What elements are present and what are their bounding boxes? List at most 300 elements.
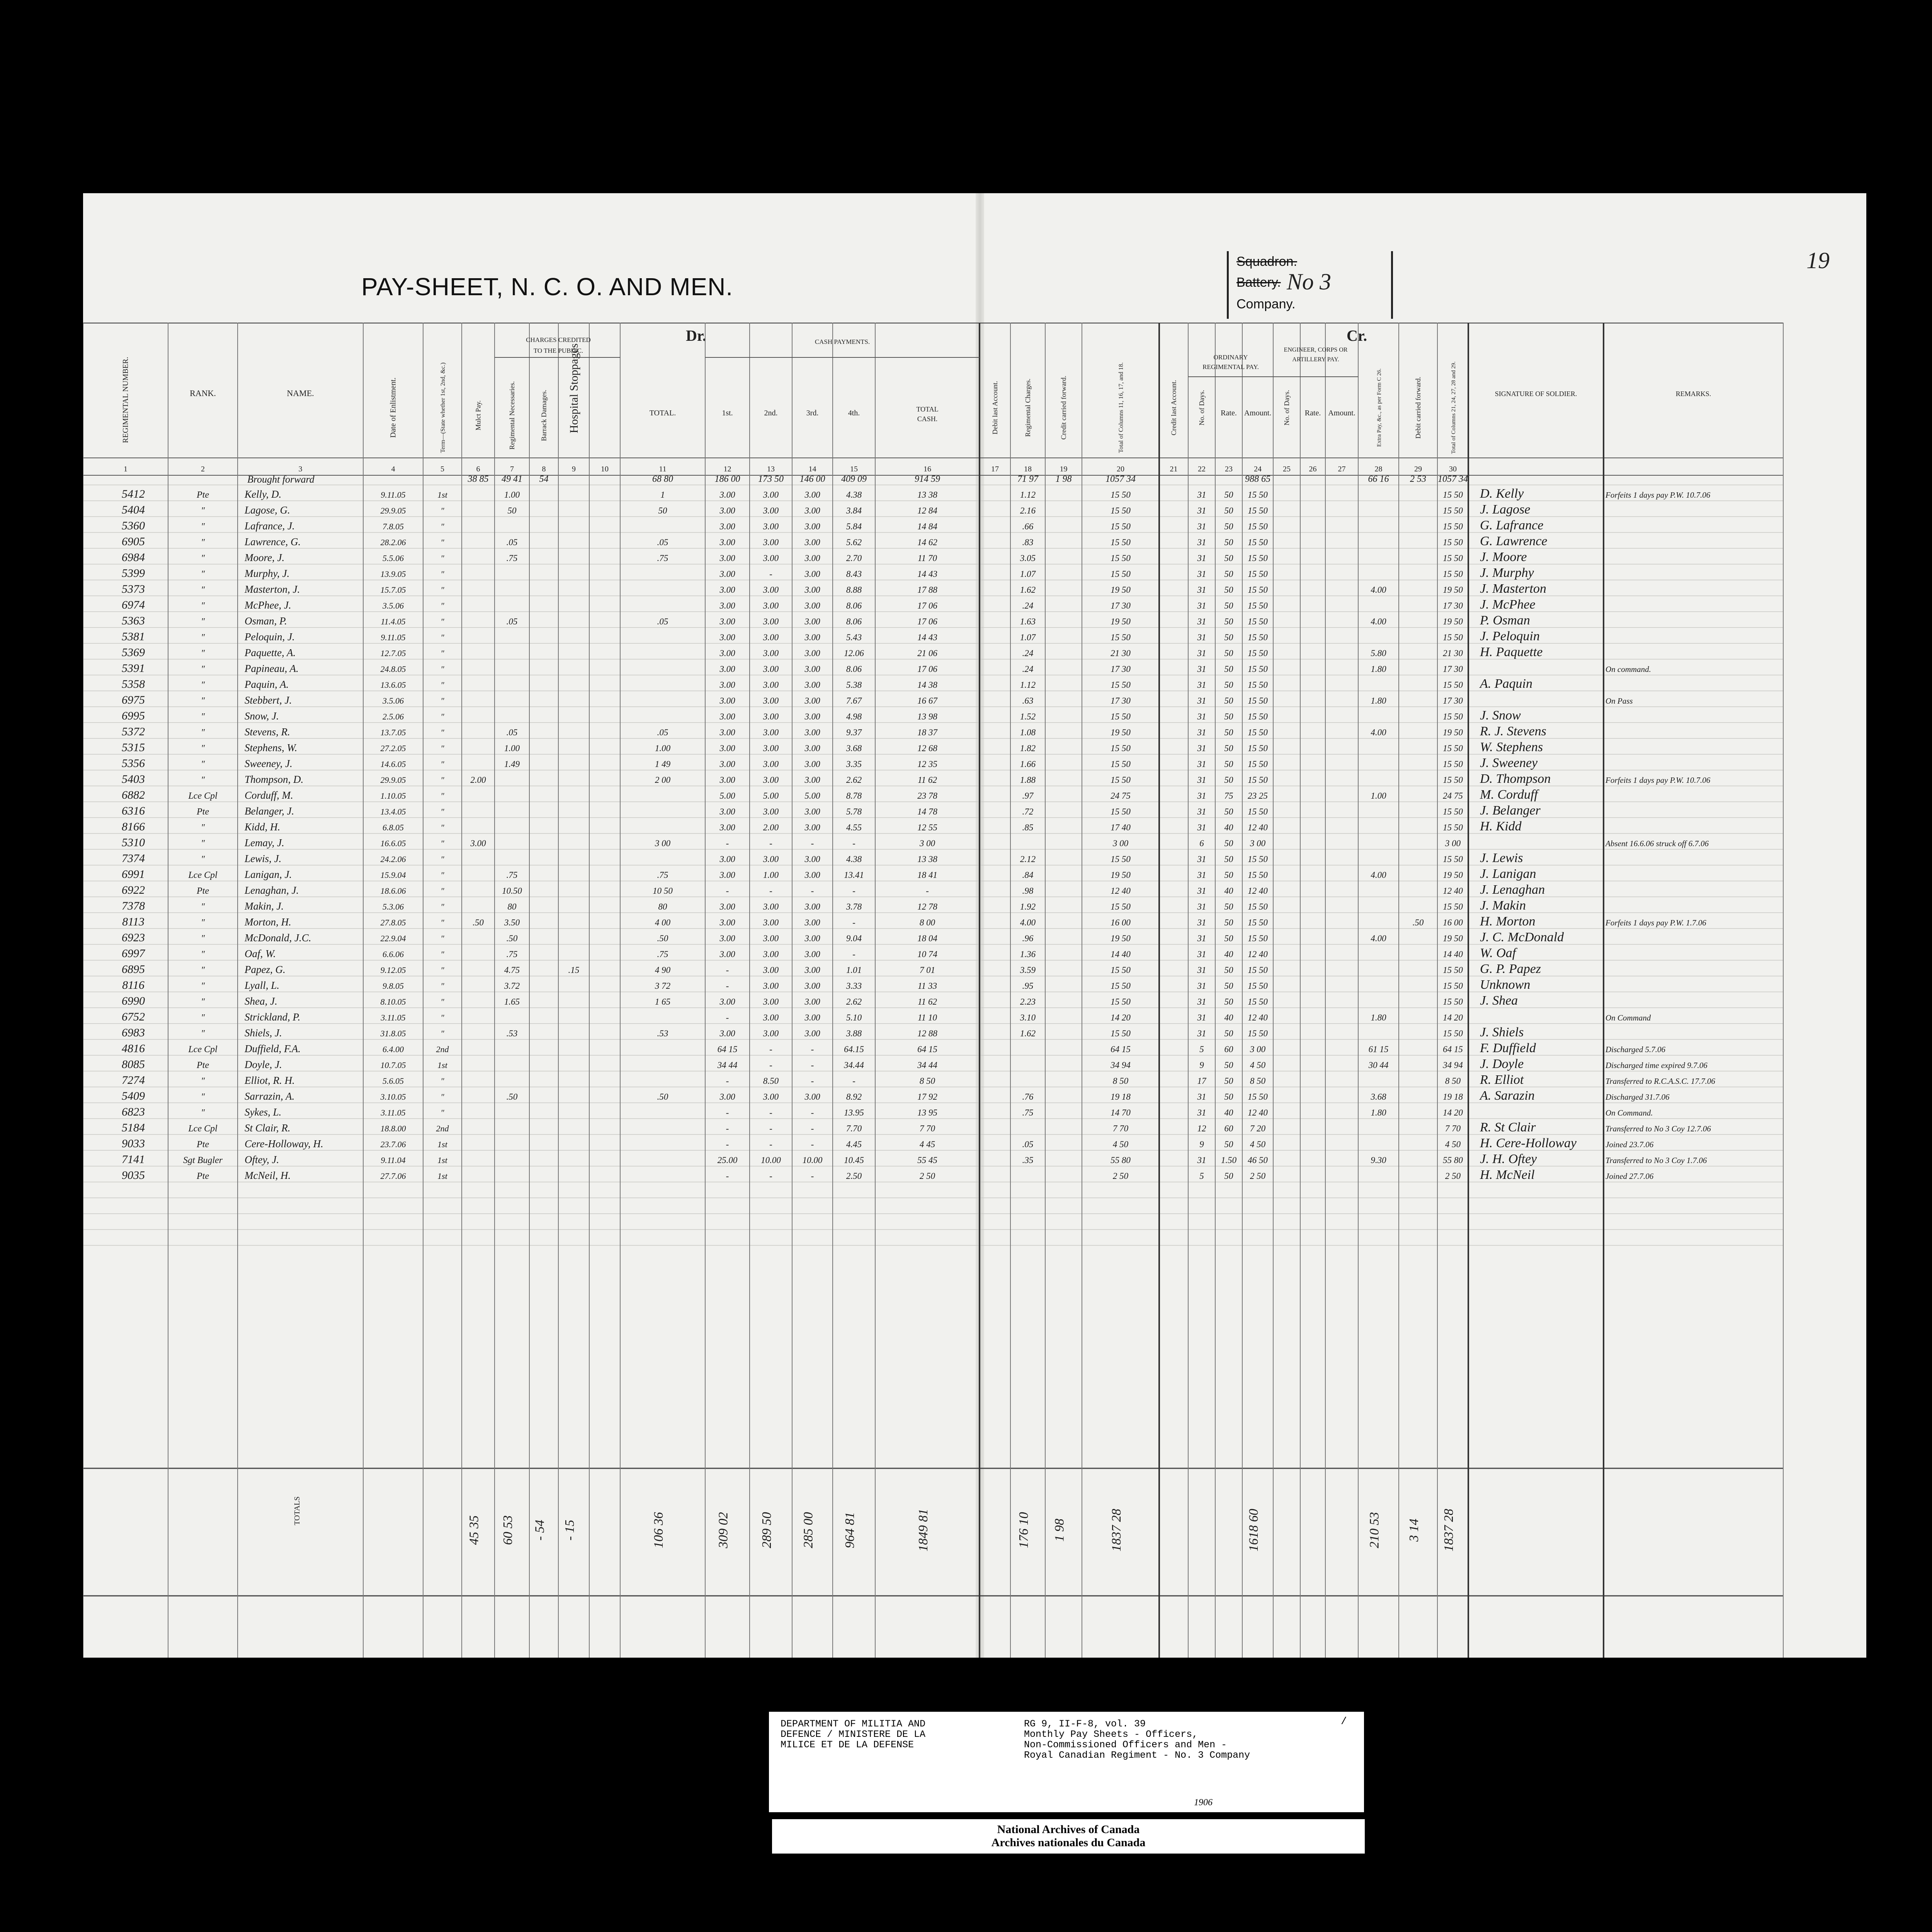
cell-c30: 15 50 bbox=[1443, 680, 1463, 690]
cell-c13: 3.00 bbox=[763, 537, 779, 547]
soldier-name: Kidd, H. bbox=[245, 821, 281, 833]
cell-c18: 2.23 bbox=[1020, 997, 1036, 1007]
cell-c7: 3.50 bbox=[504, 918, 520, 927]
cell-c13: - bbox=[769, 1060, 772, 1070]
cell-c13: 3.00 bbox=[763, 712, 779, 721]
cell-c22: 31 bbox=[1197, 807, 1206, 816]
cell-c23: 75 bbox=[1224, 791, 1233, 801]
cell-c12: 3.00 bbox=[719, 823, 735, 832]
cell-c24: 15 50 bbox=[1248, 807, 1268, 816]
cell-c22: 31 bbox=[1197, 569, 1206, 579]
cell-c30: 19 50 bbox=[1443, 728, 1463, 737]
remark: On Pass bbox=[1605, 696, 1633, 706]
soldier-name: Lewis, J. bbox=[245, 853, 282, 864]
cell-c12: 25.00 bbox=[717, 1155, 738, 1165]
pay-sheet-page bbox=[83, 193, 1866, 1658]
term: 1st bbox=[437, 1060, 447, 1070]
archive-dept-line: DEPARTMENT OF MILITIA AND bbox=[781, 1718, 926, 1730]
rank: ″ bbox=[201, 617, 205, 627]
cell-c18: 4.00 bbox=[1020, 918, 1036, 927]
term: ″ bbox=[440, 1076, 444, 1086]
cell-c15: 2.62 bbox=[846, 997, 862, 1007]
cell-c24: 15 50 bbox=[1248, 569, 1268, 579]
national-archives-stamp bbox=[771, 1818, 1366, 1855]
cell-c16: 18 41 bbox=[917, 870, 937, 880]
enlistment-date: 9.11.04 bbox=[381, 1155, 406, 1165]
cell-c22: 31 bbox=[1197, 759, 1206, 769]
regimental-number: 6974 bbox=[122, 599, 145, 611]
brought-forward-c8: 54 bbox=[539, 474, 549, 484]
cell-c13: 2.00 bbox=[763, 823, 779, 832]
term: ″ bbox=[440, 854, 444, 864]
brought-forward-c20: 1057 34 bbox=[1105, 474, 1136, 484]
cell-c12: 5.00 bbox=[719, 791, 735, 801]
cell-c23: 40 bbox=[1224, 1013, 1233, 1022]
cell-c24: 3 00 bbox=[1250, 1044, 1266, 1054]
cell-c23: 50 bbox=[1224, 617, 1233, 626]
cell-c23: 50 bbox=[1224, 696, 1233, 706]
enlistment-date: 6.6.06 bbox=[383, 949, 404, 959]
cell-c23: 40 bbox=[1224, 1108, 1233, 1117]
regimental-number: 6882 bbox=[122, 789, 145, 801]
cell-c30: 19 18 bbox=[1443, 1092, 1463, 1102]
cell-c23: 50 bbox=[1224, 902, 1233, 912]
rank: ″ bbox=[201, 997, 205, 1007]
regimental-number: 8113 bbox=[122, 915, 145, 928]
soldier-name: Paquette, A. bbox=[245, 647, 296, 658]
regimental-number: 5369 bbox=[122, 646, 145, 659]
term: ″ bbox=[440, 506, 444, 515]
total-c18: 176 10 bbox=[1017, 1512, 1031, 1548]
cell-c28: 1.80 bbox=[1371, 1013, 1386, 1022]
header-c12: 1st. bbox=[722, 409, 733, 417]
cell-c14: 3.00 bbox=[804, 1013, 820, 1022]
cell-c18: .35 bbox=[1022, 1155, 1034, 1165]
cell-c30: 14 20 bbox=[1443, 1013, 1463, 1022]
archive-tick: / bbox=[1341, 1716, 1347, 1727]
cell-c11: 1.00 bbox=[655, 743, 671, 753]
column-number: 8 bbox=[542, 465, 546, 473]
remark: Discharged 5.7.06 bbox=[1605, 1045, 1665, 1054]
cell-c16: 11 10 bbox=[917, 1013, 937, 1022]
column-number: 1 bbox=[124, 465, 128, 473]
cash-group-label: CASH PAYMENTS. bbox=[815, 338, 870, 345]
cell-c24: 15 50 bbox=[1248, 870, 1268, 880]
cell-c16: 11 62 bbox=[917, 775, 937, 785]
regimental-number: 8085 bbox=[122, 1058, 145, 1071]
cell-c30: 15 50 bbox=[1443, 902, 1463, 912]
enlistment-date: 3.10.05 bbox=[380, 1092, 406, 1102]
cell-c7: .75 bbox=[506, 949, 518, 959]
cell-c14: - bbox=[811, 1060, 814, 1070]
enlistment-date: 9.11.05 bbox=[381, 490, 406, 500]
cell-c28: 1.80 bbox=[1371, 1108, 1386, 1117]
enlistment-date: 15.9.04 bbox=[380, 870, 406, 880]
rank: Lce Cpl bbox=[188, 1124, 218, 1134]
cell-c14: 3.00 bbox=[804, 617, 820, 626]
cell-c12: 3.00 bbox=[719, 553, 735, 563]
header-c26: Rate. bbox=[1304, 409, 1321, 417]
column-number: 27 bbox=[1338, 465, 1346, 473]
cell-c20: 15 50 bbox=[1111, 902, 1131, 912]
enlistment-date: 16.6.05 bbox=[380, 838, 406, 848]
term: ″ bbox=[440, 522, 444, 531]
cell-c28: 4.00 bbox=[1371, 870, 1386, 880]
cell-c12: - bbox=[726, 1013, 729, 1022]
cell-c18: 1.88 bbox=[1020, 775, 1036, 785]
cell-c18: 1.07 bbox=[1020, 569, 1036, 579]
cell-c16: 13 98 bbox=[917, 712, 937, 721]
cell-c22: 31 bbox=[1197, 997, 1206, 1007]
soldier-name: Peloquin, J. bbox=[245, 631, 295, 643]
cell-c22: 31 bbox=[1197, 633, 1206, 642]
rank: Lce Cpl bbox=[188, 791, 218, 801]
cell-c13: 3.00 bbox=[763, 585, 779, 595]
soldier-name: Snow, J. bbox=[245, 710, 279, 722]
cell-c11: 4 90 bbox=[655, 965, 671, 975]
cell-c18: 1.66 bbox=[1020, 759, 1036, 769]
cell-c13: 3.00 bbox=[763, 918, 779, 927]
regimental-number: 6316 bbox=[122, 804, 145, 817]
brought-forward-c12: 186 00 bbox=[714, 474, 740, 484]
header-c2: RANK. bbox=[190, 388, 216, 398]
term: ″ bbox=[440, 1108, 444, 1117]
cell-c18: 1.12 bbox=[1020, 490, 1036, 500]
cell-c30: 15 50 bbox=[1443, 807, 1463, 816]
cell-c18: .24 bbox=[1022, 648, 1034, 658]
cell-c20: 15 50 bbox=[1111, 743, 1131, 753]
soldier-signature: J. Masterton bbox=[1480, 582, 1546, 596]
soldier-signature: J. Snow bbox=[1480, 708, 1521, 723]
cell-c18: 1.12 bbox=[1020, 680, 1036, 690]
cell-c13: 3.00 bbox=[763, 934, 779, 943]
cell-c24: 12 40 bbox=[1248, 1013, 1268, 1022]
term: ″ bbox=[440, 870, 444, 880]
rank: ″ bbox=[201, 553, 205, 563]
cell-c13: 3.00 bbox=[763, 664, 779, 674]
cell-c23: 50 bbox=[1224, 965, 1233, 975]
ordinary-group-label-b: REGIMENTAL PAY. bbox=[1202, 363, 1259, 371]
cell-c28: 5.80 bbox=[1371, 648, 1386, 658]
enlistment-date: 9.12.05 bbox=[380, 965, 406, 975]
term: 1st bbox=[437, 1139, 447, 1149]
enlistment-date: 3.5.06 bbox=[383, 696, 404, 706]
remark: Transferred to R.C.A.S.C. 17.7.06 bbox=[1605, 1077, 1715, 1086]
header-c21: Credit last Account. bbox=[1170, 380, 1178, 435]
column-number: 15 bbox=[850, 465, 858, 473]
cell-c11: 1 65 bbox=[655, 997, 671, 1007]
remark: On Command bbox=[1605, 1013, 1651, 1022]
cell-c14: 10.00 bbox=[802, 1155, 823, 1165]
term: ″ bbox=[440, 807, 444, 816]
cell-c12: - bbox=[726, 1171, 729, 1181]
regimental-number: 5363 bbox=[122, 614, 145, 627]
soldier-name: Moore, J. bbox=[245, 552, 285, 563]
cell-c13: 3.00 bbox=[763, 965, 779, 975]
cell-c23: 50 bbox=[1224, 1060, 1233, 1070]
cell-c14: 3.00 bbox=[804, 490, 820, 500]
cell-c24: 15 50 bbox=[1248, 743, 1268, 753]
cell-c22: 31 bbox=[1197, 506, 1206, 515]
regimental-number: 6895 bbox=[122, 963, 145, 976]
cell-c13: 3.00 bbox=[763, 743, 779, 753]
enlistment-date: 8.10.05 bbox=[380, 997, 406, 1007]
cell-c14: 3.00 bbox=[804, 506, 820, 515]
cell-c20: 21 30 bbox=[1111, 648, 1131, 658]
cell-c24: 23 25 bbox=[1248, 791, 1268, 801]
regimental-number: 7374 bbox=[122, 852, 145, 865]
header-c32: REMARKS. bbox=[1675, 390, 1711, 398]
cell-c20: 64 15 bbox=[1111, 1044, 1131, 1054]
cell-c15: 4.38 bbox=[846, 854, 862, 864]
cell-c16: 34 44 bbox=[917, 1060, 937, 1070]
cell-c22: 31 bbox=[1197, 601, 1206, 611]
soldier-signature: J. Makin bbox=[1480, 898, 1526, 913]
cell-c24: 15 50 bbox=[1248, 902, 1268, 912]
cell-c13: 3.00 bbox=[763, 775, 779, 785]
cell-c18: .96 bbox=[1022, 934, 1034, 943]
cell-c20: 19 50 bbox=[1111, 728, 1131, 737]
cell-c30: 15 50 bbox=[1443, 569, 1463, 579]
cell-c14: 3.00 bbox=[804, 854, 820, 864]
cell-c30: 15 50 bbox=[1443, 743, 1463, 753]
cell-c23: 50 bbox=[1224, 553, 1233, 563]
soldier-name: Doyle, J. bbox=[245, 1059, 282, 1070]
cell-c24: 15 50 bbox=[1248, 601, 1268, 611]
term: ″ bbox=[440, 934, 444, 943]
cell-c16: - bbox=[926, 886, 929, 896]
cell-c15: 8.06 bbox=[846, 664, 862, 674]
cell-c18: 1.08 bbox=[1020, 728, 1036, 737]
rank: ″ bbox=[201, 759, 205, 769]
cell-c16: 7 01 bbox=[919, 965, 935, 975]
column-number: 10 bbox=[601, 465, 609, 473]
remark: Discharged time expired 9.7.06 bbox=[1605, 1061, 1708, 1070]
regimental-number: 6975 bbox=[122, 694, 145, 706]
soldier-name: Papineau, A. bbox=[245, 663, 299, 674]
cell-c15: 3.35 bbox=[846, 759, 862, 769]
cell-c18: .84 bbox=[1022, 870, 1034, 880]
cell-c20: 14 20 bbox=[1111, 1013, 1131, 1022]
cell-c15: 3.68 bbox=[846, 743, 862, 753]
cell-c18: 1.52 bbox=[1020, 712, 1036, 721]
enlistment-date: 5.3.06 bbox=[383, 902, 404, 912]
cell-c11: .75 bbox=[657, 870, 668, 880]
cell-c15: - bbox=[852, 949, 855, 959]
cell-c30: 4 50 bbox=[1445, 1139, 1461, 1149]
cell-c12: 64 15 bbox=[717, 1044, 738, 1054]
column-number: 25 bbox=[1283, 465, 1291, 473]
column-number: 9 bbox=[572, 465, 576, 473]
cell-c15: 1.01 bbox=[846, 965, 862, 975]
term: ″ bbox=[440, 823, 444, 832]
header-c28: Extra Pay, &c., as per Form C 26. bbox=[1376, 368, 1383, 447]
cell-c20: 15 50 bbox=[1111, 680, 1131, 690]
soldier-signature: R. J. Stevens bbox=[1480, 724, 1546, 738]
cell-c30: 19 50 bbox=[1443, 585, 1463, 595]
cell-c14: - bbox=[811, 838, 814, 848]
cell-c22: 31 bbox=[1197, 696, 1206, 706]
cell-c23: 40 bbox=[1224, 823, 1233, 832]
cell-c23: 60 bbox=[1224, 1044, 1233, 1054]
soldier-name: Lemay, J. bbox=[245, 837, 284, 849]
regimental-number: 6923 bbox=[122, 931, 145, 944]
header-c25: No. of Days. bbox=[1283, 390, 1291, 425]
cell-c14: 3.00 bbox=[804, 585, 820, 595]
cell-c20: 17 30 bbox=[1111, 696, 1131, 706]
cell-c13: - bbox=[769, 1108, 772, 1117]
term: ″ bbox=[440, 949, 444, 959]
cell-c12: 3.00 bbox=[719, 490, 735, 500]
cell-c14: 3.00 bbox=[804, 553, 820, 563]
cell-c14: 3.00 bbox=[804, 870, 820, 880]
cell-c15: 10.45 bbox=[844, 1155, 864, 1165]
cell-c14: 5.00 bbox=[804, 791, 820, 801]
cell-c7: 4.75 bbox=[504, 965, 520, 975]
regimental-number: 4816 bbox=[122, 1042, 145, 1055]
rank: Pte bbox=[197, 1139, 209, 1150]
cell-c20: 15 50 bbox=[1111, 633, 1131, 642]
cell-c20: 17 40 bbox=[1111, 823, 1131, 832]
cell-c14: 3.00 bbox=[804, 712, 820, 721]
total-c13: 289 50 bbox=[760, 1512, 774, 1548]
cell-c30: 15 50 bbox=[1443, 1029, 1463, 1038]
soldier-signature: G. Lawrence bbox=[1480, 534, 1548, 548]
cell-c12: 3.00 bbox=[719, 664, 735, 674]
cell-c15: - bbox=[852, 918, 855, 927]
enlistment-date: 18.6.06 bbox=[380, 886, 406, 896]
rank: ″ bbox=[201, 823, 205, 833]
cell-c22: 31 bbox=[1197, 728, 1206, 737]
cell-c14: 3.00 bbox=[804, 823, 820, 832]
cell-c16: 18 37 bbox=[917, 728, 937, 737]
rank: ″ bbox=[201, 601, 205, 611]
cell-c30: 15 50 bbox=[1443, 981, 1463, 991]
cell-c11: 4 00 bbox=[655, 918, 671, 927]
cell-c13: 3.00 bbox=[763, 601, 779, 611]
column-number: 24 bbox=[1254, 465, 1262, 473]
term: ″ bbox=[440, 712, 444, 721]
cell-c11: .05 bbox=[657, 537, 668, 547]
total-c28: 210 53 bbox=[1367, 1512, 1382, 1548]
rank: ″ bbox=[201, 696, 205, 706]
cell-c20: 14 70 bbox=[1111, 1108, 1131, 1117]
term: ″ bbox=[440, 1029, 444, 1038]
cell-c15: 5.78 bbox=[846, 807, 862, 816]
cell-c18: .85 bbox=[1022, 823, 1034, 832]
cell-c20: 15 50 bbox=[1111, 1029, 1131, 1038]
header-c23: Rate. bbox=[1221, 409, 1237, 417]
enlistment-date: 12.7.05 bbox=[380, 648, 406, 658]
soldier-signature: H. Paquette bbox=[1480, 645, 1543, 659]
rank: ″ bbox=[201, 934, 205, 944]
term: ″ bbox=[440, 997, 444, 1007]
brought-forward-label: Brought forward bbox=[247, 474, 315, 485]
term: ″ bbox=[440, 585, 444, 595]
cell-c20: 12 40 bbox=[1111, 886, 1131, 896]
cell-c15: 8.92 bbox=[846, 1092, 862, 1102]
cell-c22: 5 bbox=[1199, 1044, 1204, 1054]
cell-c16: 8 00 bbox=[919, 918, 935, 927]
debit-heading: Dr. bbox=[686, 327, 706, 344]
cell-c12: 3.00 bbox=[719, 854, 735, 864]
cell-c14: 3.00 bbox=[804, 1092, 820, 1102]
cell-c23: 50 bbox=[1224, 633, 1233, 642]
cell-c15: - bbox=[852, 838, 855, 848]
header-c11: TOTAL. bbox=[649, 409, 676, 417]
cell-c12: 3.00 bbox=[719, 585, 735, 595]
cell-c7: 80 bbox=[507, 902, 517, 912]
cell-c23: 50 bbox=[1224, 854, 1233, 864]
term: ″ bbox=[440, 743, 444, 753]
cell-c20: 15 50 bbox=[1111, 965, 1131, 975]
cell-c18: .76 bbox=[1022, 1092, 1034, 1102]
cell-c15: 8.06 bbox=[846, 617, 862, 626]
soldier-name: St Clair, R. bbox=[245, 1122, 291, 1134]
soldier-signature: W. Stephens bbox=[1480, 740, 1543, 754]
cell-c30: 15 50 bbox=[1443, 823, 1463, 832]
page-number: 19 bbox=[1806, 248, 1830, 273]
column-number: 22 bbox=[1198, 465, 1206, 473]
archive-dept-line: DEFENCE / MINISTERE DE LA bbox=[781, 1729, 926, 1740]
cell-c22: 31 bbox=[1197, 791, 1206, 801]
soldier-name: Sykes, L. bbox=[245, 1106, 282, 1118]
column-number: 11 bbox=[659, 465, 667, 473]
soldier-name: Lanigan, J. bbox=[245, 869, 292, 880]
regimental-number: 6823 bbox=[122, 1105, 145, 1118]
cell-c18: 1.07 bbox=[1020, 633, 1036, 642]
regimental-number: 5184 bbox=[122, 1121, 145, 1134]
brought-forward-c29: 2 53 bbox=[1410, 474, 1426, 484]
cell-c30: 15 50 bbox=[1443, 965, 1463, 975]
enlistment-date: 31.8.05 bbox=[380, 1029, 406, 1038]
header-c24: Amount. bbox=[1244, 409, 1272, 417]
cell-c23: 50 bbox=[1224, 807, 1233, 816]
brought-forward-c13: 173 50 bbox=[758, 474, 784, 484]
cell-c20: 15 50 bbox=[1111, 775, 1131, 785]
cell-c20: 19 50 bbox=[1111, 934, 1131, 943]
cell-c30: 17 30 bbox=[1443, 696, 1463, 706]
column-number: 20 bbox=[1117, 465, 1124, 473]
cell-c23: 1.50 bbox=[1221, 1155, 1237, 1165]
regimental-number: 5373 bbox=[122, 583, 145, 595]
rank: ″ bbox=[201, 918, 205, 928]
squadron-label: Squadron. bbox=[1236, 254, 1297, 269]
rank: ″ bbox=[201, 633, 205, 643]
cell-c12: 3.00 bbox=[719, 902, 735, 912]
header-c3: NAME. bbox=[287, 388, 314, 398]
cell-c22: 31 bbox=[1197, 664, 1206, 674]
cell-c16: 14 84 bbox=[917, 522, 937, 531]
column-number: 6 bbox=[476, 465, 480, 473]
cell-c16: 12 55 bbox=[917, 823, 937, 832]
cell-c30: 15 50 bbox=[1443, 775, 1463, 785]
cell-c24: 8 50 bbox=[1250, 1076, 1266, 1086]
regimental-number: 6995 bbox=[122, 709, 145, 722]
rank: ″ bbox=[201, 728, 205, 738]
cell-c16: 11 70 bbox=[917, 553, 937, 563]
cell-c23: 50 bbox=[1224, 997, 1233, 1007]
brought-forward-c24: 988 65 bbox=[1245, 474, 1270, 484]
cell-c22: 6 bbox=[1199, 838, 1204, 848]
total-c29: 3 14 bbox=[1407, 1519, 1421, 1542]
cell-c18: .24 bbox=[1022, 664, 1034, 674]
cell-c18: 2.12 bbox=[1020, 854, 1036, 864]
cell-c24: 15 50 bbox=[1248, 680, 1268, 690]
cell-c15: 4.45 bbox=[846, 1139, 862, 1149]
cell-c24: 46 50 bbox=[1248, 1155, 1268, 1165]
archive-dept-line: MILICE ET DE LA DEFENSE bbox=[781, 1739, 914, 1750]
